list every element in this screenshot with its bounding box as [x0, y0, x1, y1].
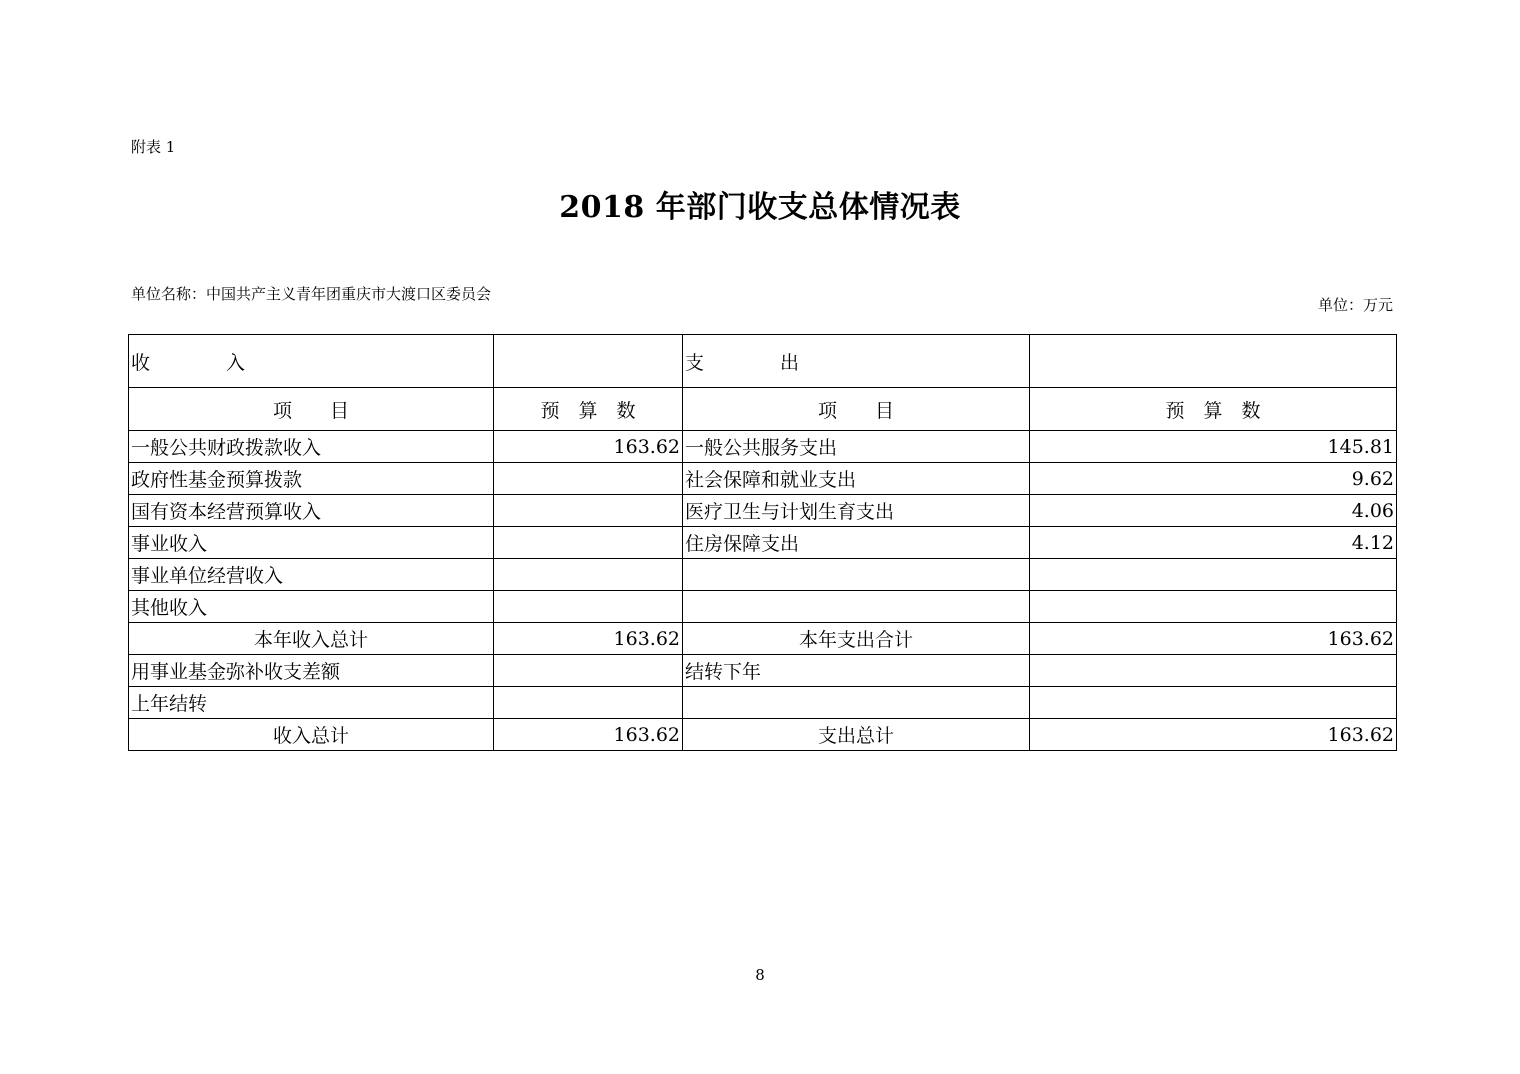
expense-item: 医疗卫生与计划生育支出 [683, 495, 1030, 527]
table-row [129, 527, 1397, 559]
expense-budget-header: 预 算 数 [1030, 388, 1397, 431]
income-value [494, 655, 683, 687]
expense-value: 145.81 [1030, 431, 1397, 463]
grand-total-row [129, 719, 1397, 751]
expense-item: 结转下年 [683, 655, 1030, 687]
income-value [494, 591, 683, 623]
income-value [494, 495, 683, 527]
year-total-row [129, 623, 1397, 655]
expense-item [683, 591, 1030, 623]
page-number: 8 [755, 966, 765, 984]
income-item: 用事业基金弥补收支差额 [129, 655, 494, 687]
income-value [494, 687, 683, 719]
expense-section-header: 支 出 [683, 335, 1030, 388]
table-row [129, 431, 1397, 463]
expense-item: 住房保障支出 [683, 527, 1030, 559]
section-header-row [129, 335, 1397, 388]
expense-value: 4.12 [1030, 527, 1397, 559]
expense-item: 社会保障和就业支出 [683, 463, 1030, 495]
income-total-label: 收入总计 [129, 719, 494, 751]
income-value: 163.62 [494, 431, 683, 463]
expense-item [683, 687, 1030, 719]
expense-value [1030, 687, 1397, 719]
income-value [494, 463, 683, 495]
income-value [494, 559, 683, 591]
budget-table [128, 334, 1397, 751]
expense-section-blank [1030, 335, 1397, 388]
income-item-header: 项 目 [129, 388, 494, 431]
income-budget-header: 预 算 数 [494, 388, 683, 431]
income-item: 政府性基金预算拨款 [129, 463, 494, 495]
income-section-blank [494, 335, 683, 388]
expense-value [1030, 655, 1397, 687]
table-row [129, 687, 1397, 719]
expense-value [1030, 559, 1397, 591]
income-item: 国有资本经营预算收入 [129, 495, 494, 527]
column-header-row [129, 388, 1397, 431]
expense-item-header: 项 目 [683, 388, 1030, 431]
year-income-total-label: 本年收入总计 [129, 623, 494, 655]
income-item: 其他收入 [129, 591, 494, 623]
income-item: 上年结转 [129, 687, 494, 719]
year-income-total-value: 163.62 [494, 623, 683, 655]
income-total-value: 163.62 [494, 719, 683, 751]
table-row [129, 495, 1397, 527]
expense-item: 一般公共服务支出 [683, 431, 1030, 463]
expense-total-value: 163.62 [1030, 719, 1397, 751]
income-item: 一般公共财政拨款收入 [129, 431, 494, 463]
table-row [129, 591, 1397, 623]
expense-value [1030, 591, 1397, 623]
year-expense-total-label: 本年支出合计 [683, 623, 1030, 655]
unit-name: 单位名称：中国共产主义青年团重庆市大渡口区委员会 [131, 285, 492, 303]
expense-item [683, 559, 1030, 591]
income-value [494, 527, 683, 559]
table-row [129, 559, 1397, 591]
table-row [129, 655, 1397, 687]
unit-label: 单位：万元 [1317, 296, 1393, 314]
expense-value: 9.62 [1030, 463, 1397, 495]
page-title: 2018 年部门收支总体情况表 [559, 190, 961, 225]
income-item: 事业收入 [129, 527, 494, 559]
expense-total-label: 支出总计 [683, 719, 1030, 751]
income-item: 事业单位经营收入 [129, 559, 494, 591]
table-row [129, 463, 1397, 495]
year-expense-total-value: 163.62 [1030, 623, 1397, 655]
appendix-label: 附表 1 [131, 138, 176, 156]
expense-value: 4.06 [1030, 495, 1397, 527]
income-section-header: 收 入 [129, 335, 494, 388]
